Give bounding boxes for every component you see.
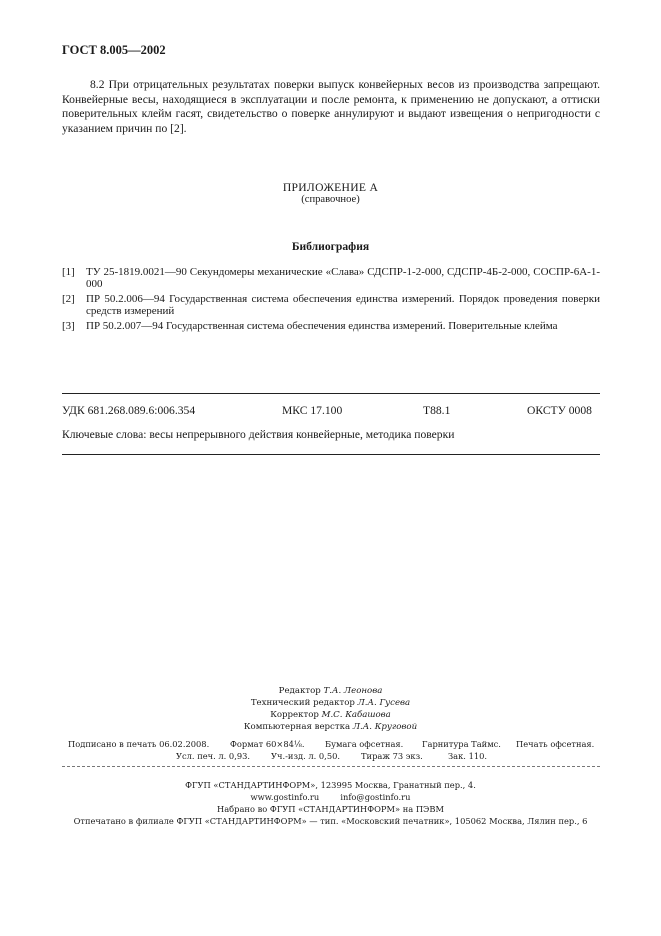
credit-line xyxy=(0,698,661,710)
credit-name: Л.А. Круговой xyxy=(352,722,418,732)
ref-number: [1] xyxy=(62,266,75,278)
credit-role: Технический редактор xyxy=(250,698,355,708)
bibliography-ref xyxy=(62,320,600,332)
publisher-printed: Отпечатано в филиале ФГУП «СТАНДАРТИНФОРМ» — тип. «Московский печатник», 105062 Москва, Лялин пер., 6 xyxy=(73,816,588,826)
credit-name: М.С. Кабашова xyxy=(321,710,391,720)
bibliography-title: Библиография xyxy=(291,240,370,253)
dashed-divider xyxy=(62,766,600,767)
print-edu-sheets: Уч.-изд. л. 0,50. xyxy=(271,751,341,761)
credit-name: Л.А. Гусева xyxy=(357,698,411,708)
print-sheets: Усл. печ. л. 0,93. xyxy=(176,751,251,761)
credit-role: Компьютерная верстка xyxy=(243,722,351,732)
credit-name: Т.А. Леонова xyxy=(323,686,383,696)
ref-text: ПР 50.2.006—94 Государственная система обеспечения единства измерений. Порядок проведения поверки средств измерений xyxy=(86,293,600,318)
print-paper: Бумага офсетная. xyxy=(325,739,404,749)
publisher-web: www.gostinfo.ru info@gostinfo.ru xyxy=(250,792,411,802)
print-font: Гарнитура Таймс. xyxy=(422,739,501,749)
ref-text: ПР 50.2.007—94 Государственная система обеспечения единства измерений. Поверительные клейма xyxy=(86,320,558,332)
print-signed: Подписано в печать 06.02.2008. xyxy=(68,739,210,749)
print-order: Зак. 110. xyxy=(448,751,488,761)
okstu-code: ОКСТУ 0008 xyxy=(527,404,592,417)
keywords: Ключевые слова: весы непрерывного действия конвейерные, методика поверки xyxy=(62,428,455,441)
bibliography-ref xyxy=(62,266,600,291)
appendix-subtitle: (справочное) xyxy=(301,194,360,205)
top-divider xyxy=(62,393,600,394)
print-method: Печать офсетная. xyxy=(516,739,595,749)
document-header: ГОСТ 8.005—2002 xyxy=(62,43,166,57)
print-run: Тираж 73 экз. xyxy=(361,751,423,761)
t-code: Т88.1 xyxy=(423,404,451,417)
section-8-2-paragraph: 8.2 При отрицательных результатах поверки выпуск конвейерных весов из производства запрещают. Конвейерные весы, находящиеся в эксплуатации и после ремонта, к применению не допускают, а оттиски поверительных клейм гасят, свидетельство о поверке аннулируют и выдают извещения о непригодности с указанием причин по [2]. xyxy=(62,78,600,135)
credit-role: Корректор xyxy=(270,710,319,720)
mks-code: МКС 17.100 xyxy=(282,404,343,417)
ref-number: [3] xyxy=(62,320,75,332)
credit-role: Редактор xyxy=(278,686,321,696)
ref-text: ТУ 25-1819.0021—90 Секундомеры механические «Слава» СДСПР-1-2-000, СДСПР-4Б-2-000, СОСПР-6А-1-000 xyxy=(86,266,600,291)
udk-code: УДК 681.268.089.6:006.354 xyxy=(62,404,196,417)
publisher-address: ФГУП «СТАНДАРТИНФОРМ», 123995 Москва, Гранатный пер., 4. xyxy=(185,780,476,790)
credit-line xyxy=(0,722,661,734)
credit-line xyxy=(0,710,661,722)
credit-line xyxy=(0,686,661,698)
bibliography-ref xyxy=(62,293,600,318)
publisher-typeset: Набрано во ФГУП «СТАНДАРТИНФОРМ» на ПЭВМ xyxy=(216,804,444,814)
bottom-divider xyxy=(62,454,600,455)
ref-number: [2] xyxy=(62,293,75,305)
appendix-title: ПРИЛОЖЕНИЕ А xyxy=(282,181,379,194)
print-format: Формат 60×84⅛. xyxy=(230,739,305,749)
